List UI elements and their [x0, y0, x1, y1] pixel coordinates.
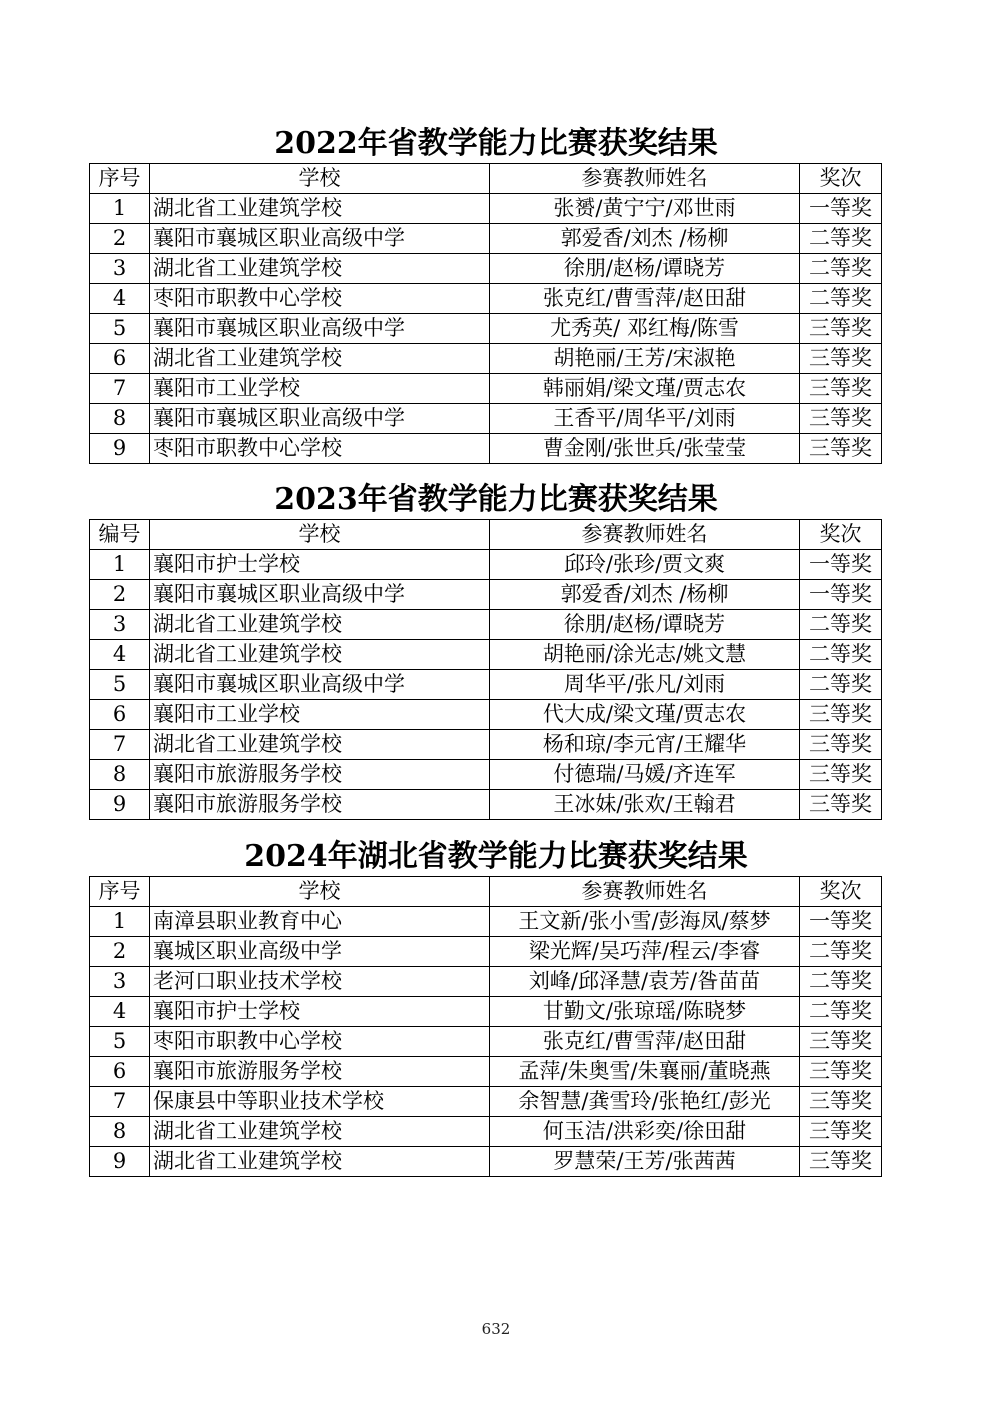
award-level: 三等奖 — [800, 1147, 882, 1177]
teacher-names: 刘峰/邱泽慧/袁芳/昝苗苗 — [490, 967, 800, 997]
award-level: 三等奖 — [800, 314, 882, 344]
row-index: 4 — [90, 284, 150, 314]
table-header-row — [90, 164, 882, 194]
award-level: 二等奖 — [800, 254, 882, 284]
teacher-names: 甘勤文/张琼瑶/陈晓梦 — [490, 997, 800, 1027]
table-header-row — [90, 877, 882, 907]
row-index: 7 — [90, 730, 150, 760]
table-row — [90, 224, 882, 254]
table-row — [90, 374, 882, 404]
award-level: 三等奖 — [800, 1027, 882, 1057]
award-level: 二等奖 — [800, 224, 882, 254]
award-table — [89, 876, 882, 1177]
teacher-names: 余智慧/龚雪玲/张艳红/彭光 — [490, 1087, 800, 1117]
table-row — [90, 670, 882, 700]
table-row — [90, 790, 882, 820]
teacher-names: 付德瑞/马媛/齐连军 — [490, 760, 800, 790]
award-level: 二等奖 — [800, 610, 882, 640]
table-row — [90, 1057, 882, 1087]
teacher-names: 韩丽娟/梁文瑾/贾志农 — [490, 374, 800, 404]
school-name: 襄城区职业高级中学 — [150, 937, 490, 967]
teacher-names: 徐朋/赵杨/谭晓芳 — [490, 610, 800, 640]
header-teachers: 参赛教师姓名 — [490, 520, 800, 550]
teacher-names: 何玉洁/洪彩奕/徐田甜 — [490, 1117, 800, 1147]
row-index: 4 — [90, 997, 150, 1027]
row-index: 9 — [90, 434, 150, 464]
table-row — [90, 610, 882, 640]
teacher-names: 尤秀英/ 邓红梅/陈雪 — [490, 314, 800, 344]
row-index: 3 — [90, 610, 150, 640]
row-index: 1 — [90, 194, 150, 224]
school-name: 襄阳市旅游服务学校 — [150, 1057, 490, 1087]
section-title: 2023年省教学能力比赛获奖结果 — [274, 482, 718, 517]
row-index: 3 — [90, 967, 150, 997]
table-header-row — [90, 520, 882, 550]
table-row — [90, 314, 882, 344]
school-name: 湖北省工业建筑学校 — [150, 254, 490, 284]
teacher-names: 胡艳丽/涂光志/姚文慧 — [490, 640, 800, 670]
school-name: 湖北省工业建筑学校 — [150, 640, 490, 670]
award-level: 三等奖 — [800, 404, 882, 434]
school-name: 襄阳市襄城区职业高级中学 — [150, 224, 490, 254]
award-level: 二等奖 — [800, 937, 882, 967]
teacher-names: 代大成/梁文瑾/贾志农 — [490, 700, 800, 730]
table-row — [90, 194, 882, 224]
teacher-names: 孟萍/朱奥雪/朱襄丽/董晓燕 — [490, 1057, 800, 1087]
school-name: 襄阳市护士学校 — [150, 997, 490, 1027]
award-level: 一等奖 — [800, 550, 882, 580]
award-level: 二等奖 — [800, 284, 882, 314]
award-level: 一等奖 — [800, 194, 882, 224]
school-name: 南漳县职业教育中心 — [150, 907, 490, 937]
teacher-names: 徐朋/赵杨/谭晓芳 — [490, 254, 800, 284]
header-school: 学校 — [150, 877, 490, 907]
teacher-names: 郭爱香/刘杰 /杨柳 — [490, 224, 800, 254]
award-level: 一等奖 — [800, 580, 882, 610]
header-index: 序号 — [90, 164, 150, 194]
row-index: 8 — [90, 1117, 150, 1147]
row-index: 1 — [90, 550, 150, 580]
teacher-names: 王冰妹/张欢/王翰君 — [490, 790, 800, 820]
table-row — [90, 640, 882, 670]
table-row — [90, 580, 882, 610]
table-row — [90, 1147, 882, 1177]
teacher-names: 曹金刚/张世兵/张莹莹 — [490, 434, 800, 464]
row-index: 1 — [90, 907, 150, 937]
teacher-names: 梁光辉/吴巧萍/程云/李睿 — [490, 937, 800, 967]
row-index: 7 — [90, 1087, 150, 1117]
school-name: 襄阳市旅游服务学校 — [150, 790, 490, 820]
teacher-names: 胡艳丽/王芳/宋淑艳 — [490, 344, 800, 374]
award-level: 三等奖 — [800, 790, 882, 820]
teacher-names: 罗慧荣/王芳/张茜茜 — [490, 1147, 800, 1177]
award-level: 二等奖 — [800, 967, 882, 997]
row-index: 5 — [90, 1027, 150, 1057]
school-name: 枣阳市职教中心学校 — [150, 284, 490, 314]
row-index: 9 — [90, 1147, 150, 1177]
table-row — [90, 967, 882, 997]
award-level: 三等奖 — [800, 760, 882, 790]
row-index: 2 — [90, 224, 150, 254]
page-number: 632 — [481, 1320, 511, 1338]
header-index: 编号 — [90, 520, 150, 550]
table-row — [90, 1117, 882, 1147]
row-index: 3 — [90, 254, 150, 284]
award-level: 二等奖 — [800, 670, 882, 700]
table-row — [90, 700, 882, 730]
header-school: 学校 — [150, 520, 490, 550]
school-name: 襄阳市襄城区职业高级中学 — [150, 580, 490, 610]
row-index: 4 — [90, 640, 150, 670]
school-name: 襄阳市工业学校 — [150, 700, 490, 730]
award-level: 一等奖 — [800, 907, 882, 937]
teacher-names: 杨和琼/李元宵/王耀华 — [490, 730, 800, 760]
row-index: 8 — [90, 760, 150, 790]
teacher-names: 周华平/张凡/刘雨 — [490, 670, 800, 700]
award-level: 三等奖 — [800, 1087, 882, 1117]
row-index: 2 — [90, 937, 150, 967]
award-level: 三等奖 — [800, 344, 882, 374]
teacher-names: 张赟/黄宁宁/邓世雨 — [490, 194, 800, 224]
table-row — [90, 937, 882, 967]
teacher-names: 张克红/曹雪萍/赵田甜 — [490, 284, 800, 314]
award-level: 三等奖 — [800, 700, 882, 730]
table-row — [90, 254, 882, 284]
table-row — [90, 1087, 882, 1117]
school-name: 襄阳市旅游服务学校 — [150, 760, 490, 790]
row-index: 6 — [90, 1057, 150, 1087]
school-name: 襄阳市襄城区职业高级中学 — [150, 314, 490, 344]
table-row — [90, 404, 882, 434]
table-row — [90, 344, 882, 374]
award-level: 三等奖 — [800, 434, 882, 464]
school-name: 湖北省工业建筑学校 — [150, 1147, 490, 1177]
row-index: 8 — [90, 404, 150, 434]
header-teachers: 参赛教师姓名 — [490, 164, 800, 194]
table-row — [90, 550, 882, 580]
table-row — [90, 760, 882, 790]
school-name: 湖北省工业建筑学校 — [150, 610, 490, 640]
teacher-names: 王香平/周华平/刘雨 — [490, 404, 800, 434]
school-name: 襄阳市护士学校 — [150, 550, 490, 580]
header-index: 序号 — [90, 877, 150, 907]
row-index: 5 — [90, 314, 150, 344]
row-index: 2 — [90, 580, 150, 610]
teacher-names: 邱玲/张珍/贾文爽 — [490, 550, 800, 580]
table-row — [90, 1027, 882, 1057]
header-award: 奖次 — [800, 164, 882, 194]
row-index: 9 — [90, 790, 150, 820]
school-name: 枣阳市职教中心学校 — [150, 434, 490, 464]
table-row — [90, 907, 882, 937]
school-name: 枣阳市职教中心学校 — [150, 1027, 490, 1057]
section-title: 2022年省教学能力比赛获奖结果 — [274, 126, 718, 161]
award-level: 二等奖 — [800, 640, 882, 670]
school-name: 襄阳市襄城区职业高级中学 — [150, 404, 490, 434]
school-name: 保康县中等职业技术学校 — [150, 1087, 490, 1117]
award-level: 二等奖 — [800, 997, 882, 1027]
school-name: 襄阳市襄城区职业高级中学 — [150, 670, 490, 700]
school-name: 湖北省工业建筑学校 — [150, 1117, 490, 1147]
award-level: 三等奖 — [800, 730, 882, 760]
school-name: 湖北省工业建筑学校 — [150, 730, 490, 760]
school-name: 湖北省工业建筑学校 — [150, 194, 490, 224]
school-name: 湖北省工业建筑学校 — [150, 344, 490, 374]
row-index: 6 — [90, 700, 150, 730]
award-level: 三等奖 — [800, 374, 882, 404]
header-teachers: 参赛教师姓名 — [490, 877, 800, 907]
table-row — [90, 284, 882, 314]
table-row — [90, 434, 882, 464]
header-award: 奖次 — [800, 877, 882, 907]
row-index: 5 — [90, 670, 150, 700]
table-row — [90, 997, 882, 1027]
school-name: 襄阳市工业学校 — [150, 374, 490, 404]
header-school: 学校 — [150, 164, 490, 194]
award-table — [89, 163, 882, 464]
award-level: 三等奖 — [800, 1117, 882, 1147]
award-level: 三等奖 — [800, 1057, 882, 1087]
section-title: 2024年湖北省教学能力比赛获奖结果 — [244, 839, 748, 874]
teacher-names: 郭爱香/刘杰 /杨柳 — [490, 580, 800, 610]
table-row — [90, 730, 882, 760]
award-table — [89, 519, 882, 820]
row-index: 7 — [90, 374, 150, 404]
teacher-names: 张克红/曹雪萍/赵田甜 — [490, 1027, 800, 1057]
school-name: 老河口职业技术学校 — [150, 967, 490, 997]
teacher-names: 王文新/张小雪/彭海凤/蔡梦 — [490, 907, 800, 937]
header-award: 奖次 — [800, 520, 882, 550]
row-index: 6 — [90, 344, 150, 374]
